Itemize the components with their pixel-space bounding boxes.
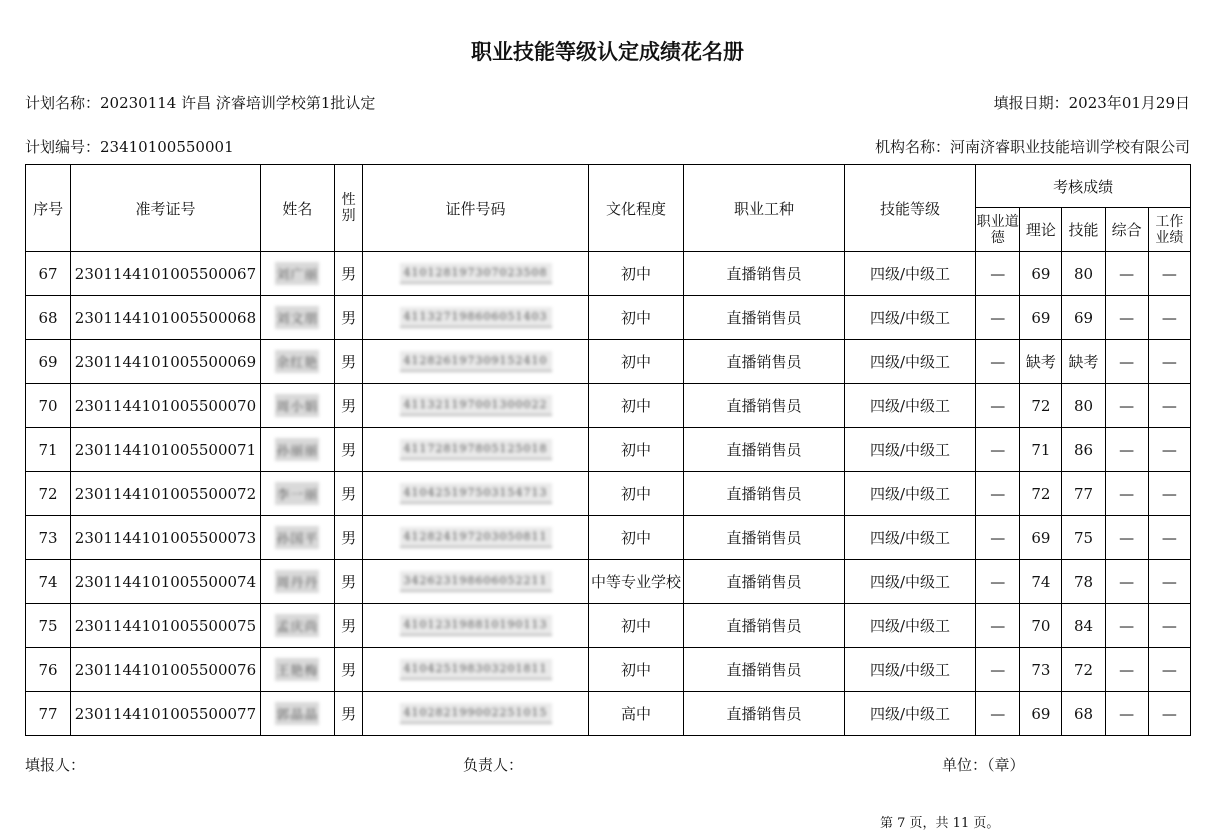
redacted-id-number: 410425197503154713: [400, 483, 552, 504]
table-row: [26, 516, 1191, 560]
cell-occupation: 直播销售员: [684, 560, 845, 604]
table-header: [26, 165, 1191, 252]
score-roster-table: [25, 164, 1191, 736]
cell-ethics: —: [976, 560, 1020, 604]
cell-seq: 69: [26, 340, 71, 384]
cell-work: —: [1148, 296, 1190, 340]
cell-level: 四级/中级工: [844, 516, 975, 560]
cell-overall: —: [1105, 516, 1148, 560]
cell-occupation: 直播销售员: [684, 340, 845, 384]
cell-theory: 72: [1020, 472, 1062, 516]
table-row: [26, 340, 1191, 384]
cell-education: 初中: [588, 252, 683, 296]
col-gender: 性别: [335, 165, 363, 252]
cell-occupation: 直播销售员: [684, 604, 845, 648]
cell-theory: 缺考: [1020, 340, 1062, 384]
redacted-name: 王艳梅: [275, 658, 319, 681]
cell-name: [260, 384, 334, 428]
cell-seq: 68: [26, 296, 71, 340]
cell-skill: 缺考: [1062, 340, 1105, 384]
table-row: [26, 648, 1191, 692]
col-score-group: 考核成绩: [976, 165, 1191, 208]
col-id-no: 证件号码: [363, 165, 589, 252]
cell-education: 初中: [588, 648, 683, 692]
cell-work: —: [1148, 516, 1190, 560]
redacted-id-number: 410128197307023508: [400, 263, 552, 284]
cell-ethics: —: [976, 692, 1020, 736]
col-overall: 综合: [1105, 208, 1148, 252]
redacted-name: 孟庆尚: [275, 614, 319, 637]
cell-seq: 76: [26, 648, 71, 692]
cell-gender: 男: [335, 560, 363, 604]
cell-seq: 77: [26, 692, 71, 736]
cell-gender: 男: [335, 340, 363, 384]
cell-level: 四级/中级工: [844, 384, 975, 428]
cell-exam-no: 2301144101005500072: [71, 472, 261, 516]
col-level: 技能等级: [844, 165, 975, 252]
redacted-name: 孙丽丽: [275, 438, 319, 461]
cell-id-no: [363, 472, 589, 516]
redacted-id-number: 410425198303201811: [400, 659, 552, 680]
cell-work: —: [1148, 604, 1190, 648]
cell-theory: 72: [1020, 384, 1062, 428]
cell-education: 中等专业学校: [588, 560, 683, 604]
cell-name: [260, 428, 334, 472]
cell-seq: 74: [26, 560, 71, 604]
cell-skill: 86: [1062, 428, 1105, 472]
page-title: 职业技能等级认定成绩花名册: [471, 40, 744, 64]
cell-gender: 男: [335, 384, 363, 428]
cell-skill: 69: [1062, 296, 1105, 340]
cell-id-no: [363, 252, 589, 296]
cell-theory: 69: [1020, 516, 1062, 560]
table-row: [26, 384, 1191, 428]
cell-education: 初中: [588, 428, 683, 472]
cell-id-no: [363, 516, 589, 560]
cell-exam-no: 2301144101005500074: [71, 560, 261, 604]
col-occupation: 职业工种: [684, 165, 845, 252]
table-row: [26, 604, 1191, 648]
cell-seq: 73: [26, 516, 71, 560]
redacted-id-number: 411327198606051403: [400, 307, 552, 328]
cell-overall: —: [1105, 472, 1148, 516]
table-row: [26, 252, 1191, 296]
cell-level: 四级/中级工: [844, 252, 975, 296]
cell-level: 四级/中级工: [844, 296, 975, 340]
cell-id-no: [363, 428, 589, 472]
col-exam-no: 准考证号: [71, 165, 261, 252]
unit-seal-label: 单位：（章）: [942, 756, 1025, 774]
cell-name: [260, 516, 334, 560]
redacted-name: 孙国平: [275, 526, 319, 549]
cell-gender: 男: [335, 604, 363, 648]
cell-ethics: —: [976, 428, 1020, 472]
pagination: 第 7 页，共 11 页。: [880, 816, 1000, 831]
cell-occupation: 直播销售员: [684, 472, 845, 516]
cell-level: 四级/中级工: [844, 560, 975, 604]
cell-theory: 71: [1020, 428, 1062, 472]
redacted-name: 刘广丽: [275, 262, 319, 285]
cell-skill: 80: [1062, 252, 1105, 296]
cell-work: —: [1148, 560, 1190, 604]
cell-gender: 男: [335, 428, 363, 472]
cell-level: 四级/中级工: [844, 472, 975, 516]
cell-ethics: —: [976, 340, 1020, 384]
cell-overall: —: [1105, 384, 1148, 428]
table-row: [26, 560, 1191, 604]
table-row: [26, 428, 1191, 472]
cell-gender: 男: [335, 472, 363, 516]
cell-level: 四级/中级工: [844, 340, 975, 384]
cell-ethics: —: [976, 472, 1020, 516]
redacted-id-number: 411321197001300022: [400, 395, 552, 416]
col-seq: 序号: [26, 165, 71, 252]
cell-education: 初中: [588, 516, 683, 560]
col-skill: 技能: [1062, 208, 1105, 252]
cell-level: 四级/中级工: [844, 428, 975, 472]
cell-exam-no: 2301144101005500069: [71, 340, 261, 384]
table-row: [26, 296, 1191, 340]
cell-gender: 男: [335, 296, 363, 340]
table-row: [26, 692, 1191, 736]
plan-name: 计划名称：20230114 许昌 济睿培训学校第1批认定: [25, 94, 376, 112]
cell-occupation: 直播销售员: [684, 692, 845, 736]
cell-id-no: [363, 560, 589, 604]
redacted-name: 刘文朋: [275, 306, 319, 329]
cell-name: [260, 560, 334, 604]
table-body: [26, 252, 1191, 736]
cell-ethics: —: [976, 648, 1020, 692]
cell-work: —: [1148, 428, 1190, 472]
cell-level: 四级/中级工: [844, 692, 975, 736]
cell-occupation: 直播销售员: [684, 648, 845, 692]
cell-gender: 男: [335, 252, 363, 296]
cell-theory: 74: [1020, 560, 1062, 604]
cell-name: [260, 692, 334, 736]
org-name: 机构名称：河南济睿职业技能培训学校有限公司: [874, 138, 1190, 156]
report-date: 填报日期：2023年01月29日: [993, 94, 1190, 112]
cell-exam-no: 2301144101005500067: [71, 252, 261, 296]
cell-exam-no: 2301144101005500071: [71, 428, 261, 472]
cell-name: [260, 252, 334, 296]
cell-education: 初中: [588, 604, 683, 648]
cell-id-no: [363, 384, 589, 428]
cell-id-no: [363, 692, 589, 736]
cell-education: 高中: [588, 692, 683, 736]
cell-ethics: —: [976, 296, 1020, 340]
redacted-name: 李一丽: [275, 482, 319, 505]
redacted-name: 余红艳: [275, 350, 319, 373]
col-theory: 理论: [1020, 208, 1062, 252]
cell-name: [260, 604, 334, 648]
redacted-id-number: 411728197805125018: [400, 439, 552, 460]
cell-overall: —: [1105, 648, 1148, 692]
cell-occupation: 直播销售员: [684, 296, 845, 340]
redacted-name: 周丹丹: [275, 570, 319, 593]
cell-overall: —: [1105, 560, 1148, 604]
cell-work: —: [1148, 384, 1190, 428]
cell-theory: 69: [1020, 252, 1062, 296]
cell-id-no: [363, 296, 589, 340]
cell-theory: 69: [1020, 296, 1062, 340]
cell-theory: 73: [1020, 648, 1062, 692]
cell-exam-no: 2301144101005500077: [71, 692, 261, 736]
cell-education: 初中: [588, 472, 683, 516]
col-work: 工作业绩: [1148, 208, 1190, 252]
cell-gender: 男: [335, 692, 363, 736]
cell-skill: 78: [1062, 560, 1105, 604]
cell-work: —: [1148, 340, 1190, 384]
cell-gender: 男: [335, 648, 363, 692]
cell-ethics: —: [976, 604, 1020, 648]
cell-occupation: 直播销售员: [684, 516, 845, 560]
redacted-id-number: 412826197309152410: [400, 351, 552, 372]
cell-ethics: —: [976, 516, 1020, 560]
responsible-label: 负责人：: [463, 756, 524, 774]
cell-work: —: [1148, 252, 1190, 296]
cell-id-no: [363, 340, 589, 384]
cell-occupation: 直播销售员: [684, 428, 845, 472]
cell-occupation: 直播销售员: [684, 252, 845, 296]
cell-id-no: [363, 604, 589, 648]
redacted-id-number: 410123198810190113: [400, 615, 552, 636]
cell-exam-no: 2301144101005500073: [71, 516, 261, 560]
cell-ethics: —: [976, 252, 1020, 296]
col-ethics: 职业道德: [976, 208, 1020, 252]
cell-overall: —: [1105, 428, 1148, 472]
cell-seq: 71: [26, 428, 71, 472]
cell-name: [260, 296, 334, 340]
cell-skill: 72: [1062, 648, 1105, 692]
redacted-name: 周小娟: [275, 394, 319, 417]
cell-skill: 68: [1062, 692, 1105, 736]
cell-skill: 75: [1062, 516, 1105, 560]
plan-number: 计划编号：23410100550001: [25, 138, 234, 156]
cell-gender: 男: [335, 516, 363, 560]
redacted-id-number: 412824197203050811: [400, 527, 552, 548]
cell-seq: 75: [26, 604, 71, 648]
cell-seq: 70: [26, 384, 71, 428]
cell-education: 初中: [588, 296, 683, 340]
cell-exam-no: 2301144101005500068: [71, 296, 261, 340]
cell-overall: —: [1105, 604, 1148, 648]
cell-work: —: [1148, 472, 1190, 516]
cell-skill: 84: [1062, 604, 1105, 648]
cell-skill: 77: [1062, 472, 1105, 516]
cell-exam-no: 2301144101005500075: [71, 604, 261, 648]
redacted-name: 郭晶晶: [275, 702, 319, 725]
cell-work: —: [1148, 648, 1190, 692]
cell-level: 四级/中级工: [844, 604, 975, 648]
redacted-id-number: 410282199002251015: [400, 703, 552, 724]
cell-name: [260, 648, 334, 692]
cell-overall: —: [1105, 692, 1148, 736]
cell-exam-no: 2301144101005500070: [71, 384, 261, 428]
cell-skill: 80: [1062, 384, 1105, 428]
cell-theory: 69: [1020, 692, 1062, 736]
cell-name: [260, 340, 334, 384]
col-education: 文化程度: [588, 165, 683, 252]
cell-overall: —: [1105, 252, 1148, 296]
redacted-id-number: 342623198606052211: [400, 571, 552, 592]
cell-exam-no: 2301144101005500076: [71, 648, 261, 692]
cell-overall: —: [1105, 340, 1148, 384]
cell-ethics: —: [976, 384, 1020, 428]
cell-theory: 70: [1020, 604, 1062, 648]
cell-level: 四级/中级工: [844, 648, 975, 692]
cell-education: 初中: [588, 340, 683, 384]
cell-id-no: [363, 648, 589, 692]
cell-name: [260, 472, 334, 516]
cell-work: —: [1148, 692, 1190, 736]
cell-education: 初中: [588, 384, 683, 428]
table-row: [26, 472, 1191, 516]
reporter-label: 填报人：: [25, 756, 86, 774]
cell-overall: —: [1105, 296, 1148, 340]
cell-occupation: 直播销售员: [684, 384, 845, 428]
col-name: 姓名: [260, 165, 334, 252]
cell-seq: 72: [26, 472, 71, 516]
cell-seq: 67: [26, 252, 71, 296]
